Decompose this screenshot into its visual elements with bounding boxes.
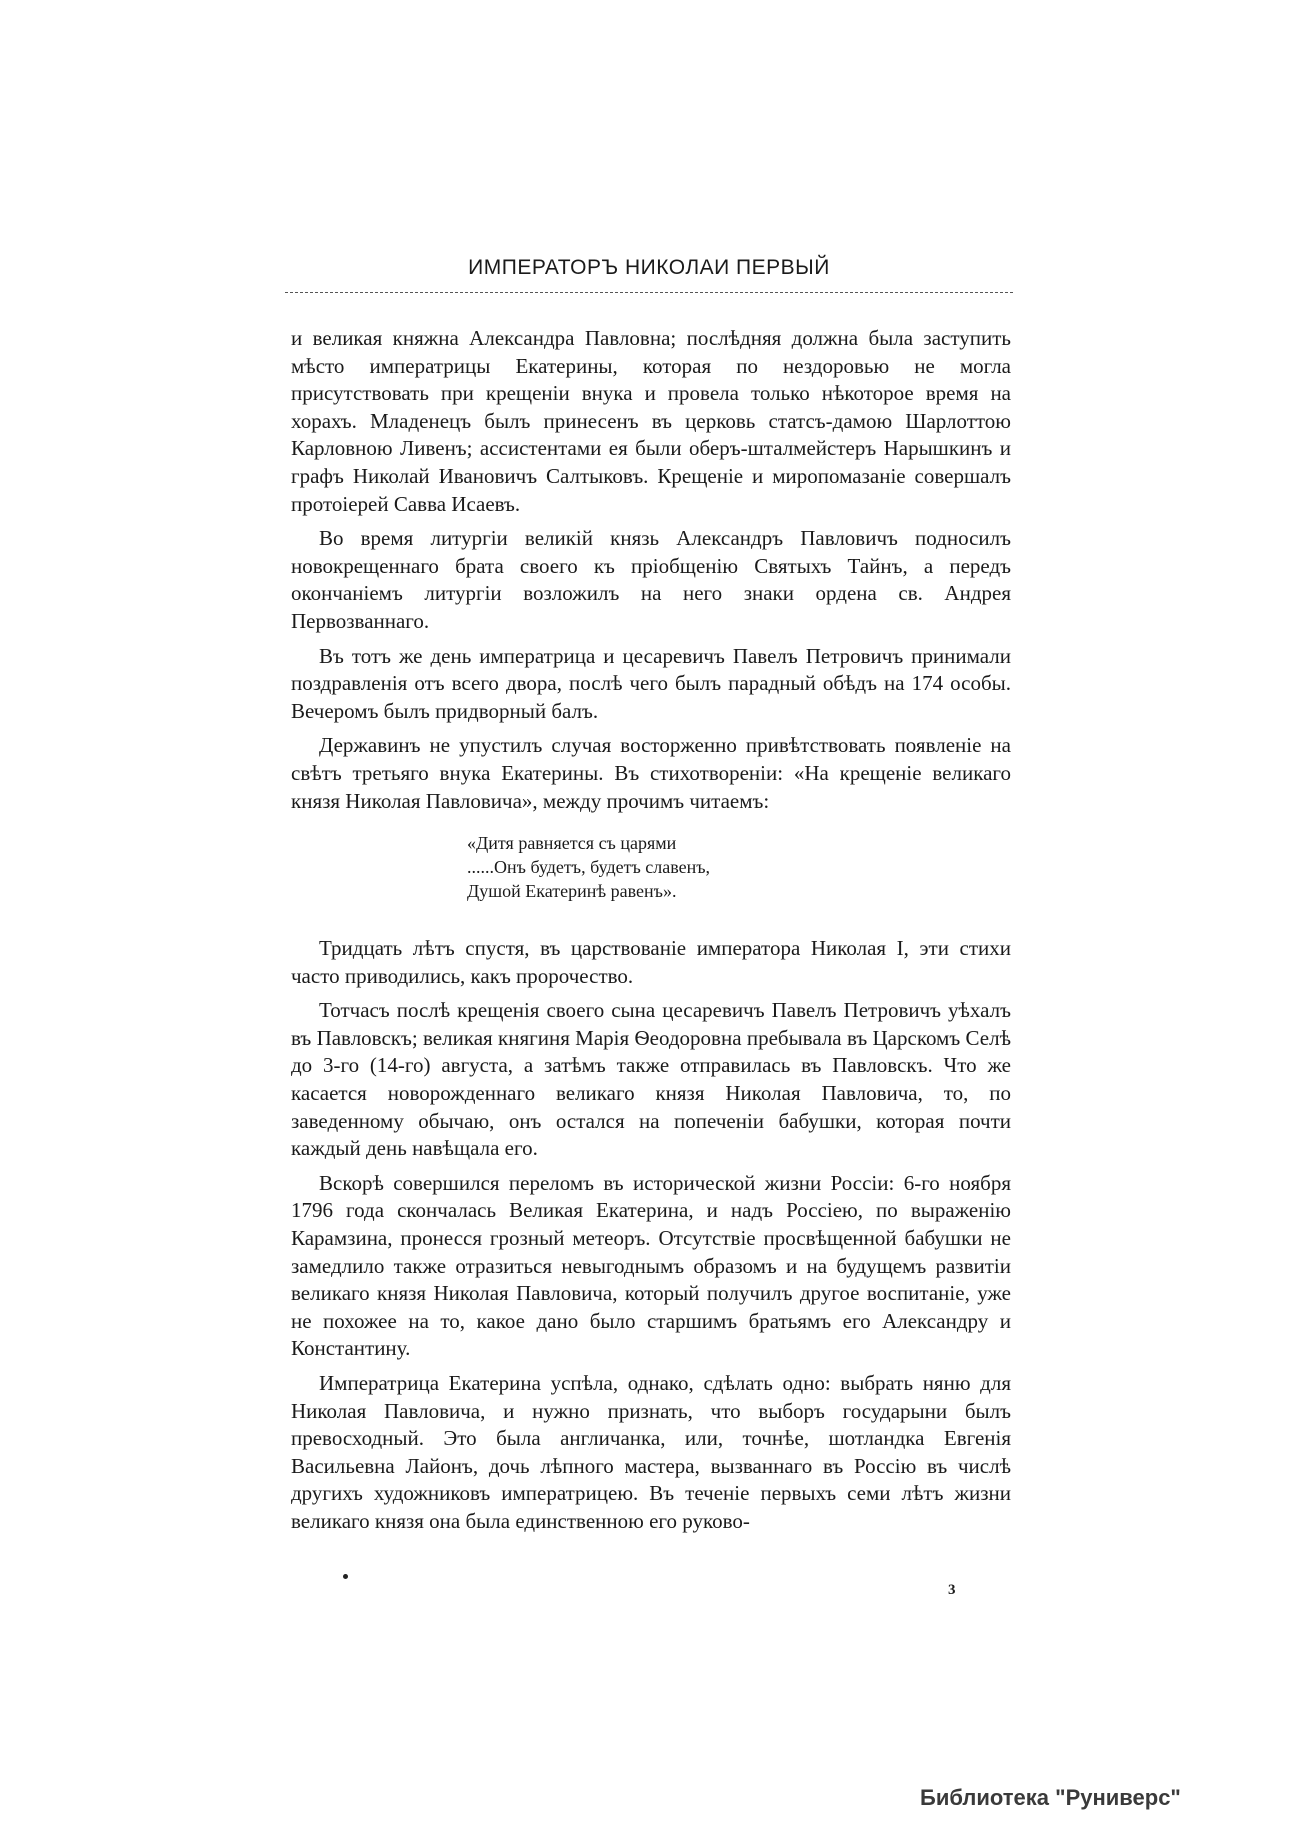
paragraph-3: Въ тотъ же день императрица и цесаревичъ Павелъ Петровичъ принимали поздравленія отъ всего двора, послѣ чего былъ парадный обѣдъ на 174 особы. Вечеромъ былъ придворный балъ. xyxy=(291,643,1011,723)
verse-line-2: ......Онъ будетъ, будетъ славенъ, xyxy=(467,857,711,878)
paragraph-5: Тридцать лѣтъ спустя, въ царствованіе императора Николая I, эти стихи часто приводились, какъ пророчество. xyxy=(291,936,1011,988)
body-text xyxy=(291,325,1011,1536)
paragraph-1: и великая княжна Александра Павловна; послѣдняя должна была заступить мѣсто императрицы Екатерины, которая по нездоровью не могла присутствовать при крещеніи внука и провела только нѣкоторое время на хорахъ. Младенецъ былъ принесенъ въ церковь статсъ-дамою Шарлоттою Карловною Ливенъ; ассистентами ея были оберъ-шталмейстеръ Нарышкинъ и графъ Николай Ивановичъ Салтыковъ. Крещеніе и миропомазаніе совершалъ протоіерей Савва Исаевъ. xyxy=(291,326,1011,516)
paragraph-8: Императрица Екатерина успѣла, однако, сдѣлать одно: выбрать няню для Николая Павловича, и нужно признать, что выборъ государыни былъ превосходный. Это была англичанка, или, точнѣе, шотландка Евгенія Васильевна Лайонъ, дочь лѣпного мастера, вызваннаго въ Россію въ числѣ другихъ художниковъ императрицею. Въ теченіе первыхъ семи лѣтъ жизни великаго князя она была единственною его руково- xyxy=(291,1371,1011,1533)
paragraph-4: Державинъ не упустилъ случая восторженно привѣтствовать появленіе на свѣтъ третьяго внука Екатерины. Въ стихотвореніи: «На крещеніе великаго князя Николая Павловича», между прочимъ читаемъ: xyxy=(291,733,1011,813)
paragraph-7: Вскорѣ совершился переломъ въ исторической жизни Россіи: 6-го ноября 1796 года скончалась Великая Екатерина, и надъ Россіею, по выраженію Карамзина, пронесся грозный метеоръ. Отсутствіе просвѣщенной бабушки не замедлило также отразиться невыгоднымъ образомъ и на будущемъ развитіи великаго князя Николая Павловича, который получилъ другое воспитаніе, уже не похожее на то, какое дано было старшимъ братьямъ его Александру и Константину. xyxy=(291,1170,1011,1361)
page-number: 3 xyxy=(948,1582,956,1598)
header-divider xyxy=(285,292,1013,293)
paragraph-2: Во время литургіи великій князь Александръ Павловичъ подносилъ новокрещеннаго брата своего къ пріобщенію Святыхъ Тайнъ, а передъ окончаніемъ литургіи возложилъ на него знаки ордена св. Андрея Первозваннаго. xyxy=(291,526,1011,633)
verse-line-1: «Дитя равняется съ царями xyxy=(467,833,677,854)
running-head-title: ИМПЕРАТОРЪ НИКОЛАИ ПЕРВЫЙ xyxy=(468,256,830,279)
library-watermark: Библиотека "Руниверс" xyxy=(920,1785,1181,1810)
paragraph-6: Тотчасъ послѣ крещенія своего сына цесаревичъ Павелъ Петровичъ уѣхалъ въ Павловскъ; великая княгиня Марія Ѳеодоровна пребывала въ Царскомъ Селѣ до 3-го (14-го) августа, а затѣмъ также отправилась въ Павловскъ. Что же касается новорожденнаго великаго князя Николая Павловича, то, по заведенному обычаю, онъ остался на попеченіи бабушки, которая почти каждый день навѣщала его. xyxy=(291,998,1011,1161)
ink-dot xyxy=(343,1574,348,1579)
verse-quote xyxy=(467,831,1011,903)
verse-line-3: Душой Екатеринѣ равенъ». xyxy=(467,881,677,902)
